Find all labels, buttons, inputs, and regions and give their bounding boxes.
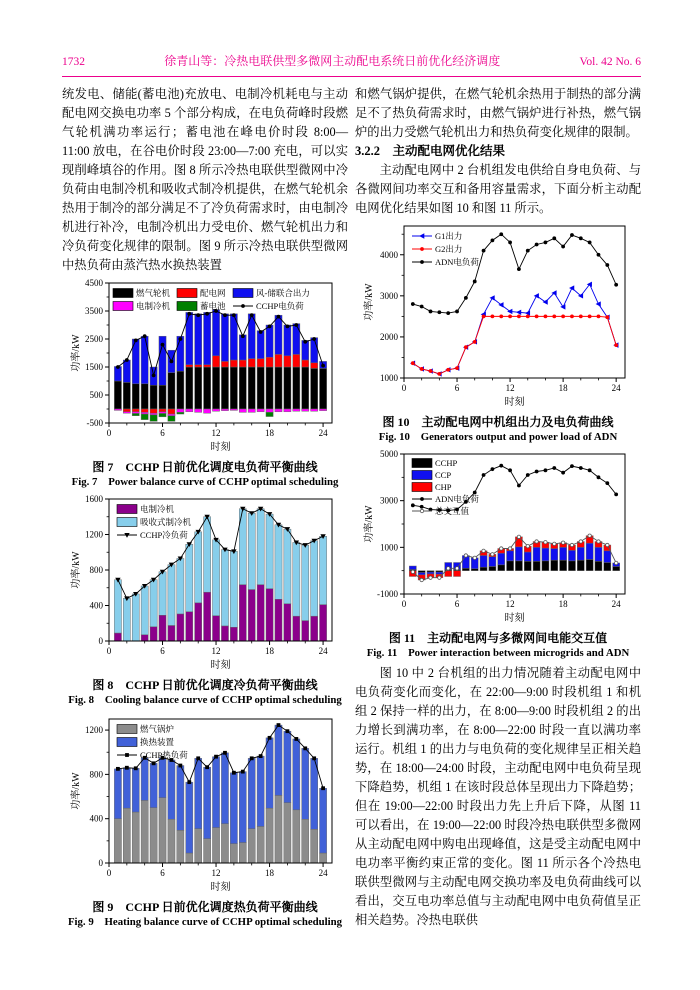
svg-text:18: 18 [265, 428, 275, 438]
figure-9-caption-zh: 图 9 CCHP 日前优化调度热负荷平衡曲线 [92, 900, 318, 914]
svg-text:12: 12 [505, 383, 515, 393]
figure-7-caption [62, 459, 348, 490]
figure-11-caption-zh: 图 11 主动配电网与多微网间电能交互值 [388, 631, 608, 645]
svg-text:-500: -500 [86, 418, 103, 428]
svg-text:1200: 1200 [85, 725, 103, 736]
paragraph: 和燃气锅炉提供，在燃气轮机余热用于制热的部分满足不了热负荷需求时，由燃气锅炉进行补热，燃气锅炉的出力受燃气轮机出力和热负荷变化规律的限制。 [355, 87, 641, 139]
header-rule [62, 76, 641, 77]
svg-text:0: 0 [401, 599, 407, 609]
svg-text:6: 6 [454, 599, 460, 609]
svg-text:功率/kW: 功率/kW [71, 772, 82, 810]
svg-text:6: 6 [160, 428, 165, 438]
figure-8-caption-zh: 图 8 CCHP 日前优化调度冷负荷平衡曲线 [92, 678, 318, 692]
figure-8-caption-en: Fig. 8 Cooling balance curve of CCHP optimal scheduling [68, 694, 342, 706]
svg-text:800: 800 [89, 565, 103, 575]
svg-text:18: 18 [265, 646, 275, 656]
svg-text:0: 0 [98, 858, 103, 868]
svg-text:6: 6 [160, 868, 165, 878]
svg-text:500: 500 [89, 390, 103, 400]
svg-text:1000: 1000 [380, 542, 398, 553]
svg-text:CCHP: CCHP [435, 458, 458, 468]
page-header [62, 52, 641, 69]
svg-text:CCHP热负荷: CCHP热负荷 [140, 750, 188, 760]
figure-9-chart [69, 711, 341, 899]
svg-text:18: 18 [558, 599, 568, 609]
svg-text:400: 400 [89, 813, 103, 824]
svg-text:3000: 3000 [380, 495, 398, 506]
svg-text:400: 400 [89, 600, 103, 611]
paragraph: 图 10 中 2 台机组的出力情况随着主动配电网中电负荷变化而变化，在 22:00—9:00 时段机组 1 和机组 2 保持一样的出力，在 8:00—9:00 时段机组 2 的出力增长到满功率，在 8:00—22:00 时段一直以满功率运行。机组 1 的出力与电负荷的变化规律呈正相关趋势，在 18:00—24:00 时段，主动配电网中电负荷呈现下降趋势，机组 1 在该时段总体呈现出力下降趋势；但在 19:00—22:00 时段出力先上升后下降，从图 11 可以看出，在 19:00—22:00 时段冷热电联供型多微网从主动配电网中购电出现峰值，这是受主动配电网中电功率平衡约束正常的变化。图 11 所示各个冷热电联供型微网与主动配电网交换功率及电负荷曲线可以看出，交互电功率总值与主动配电网中电负荷值呈正相关趋势。冷热电联供 [355, 666, 641, 927]
figure-7-caption-en: Fig. 7 Power balance curve of CCHP optimal scheduling [71, 476, 339, 488]
svg-text:总交互值: 总交互值 [435, 506, 470, 516]
svg-text:吸收式制冷机: 吸收式制冷机 [140, 517, 192, 527]
svg-text:12: 12 [211, 428, 221, 438]
svg-text:-1000: -1000 [377, 589, 398, 599]
svg-text:24: 24 [318, 868, 328, 878]
svg-text:24: 24 [611, 599, 621, 609]
figure-8-caption [62, 677, 348, 708]
paragraph: 统发电、储能(蓄电池)充放电、电制冷机耗电与主动配电网交换电功率 5 个部分构成，在电负荷峰时段燃气轮机满功率运行；蓄电池在峰电价时段 8:00—11:00 放电，在谷电价时段 23:00—7:00 充电，可以实现削峰填谷的作用。图 8 所示冷热电联供型微网中冷负荷由电制冷机和吸收式制冷机提供，在燃气轮机余热用于制冷的部分满足不了冷负荷需求时，由电制冷机进行补冷，电制冷机出力受电价、燃气轮机出力和冷负荷变化规律的限制。图 9 所示冷热电联供型微网中热负荷由蒸汽热水换热装置 [62, 87, 348, 272]
figure-9-caption-en: Fig. 9 Heating balance curve of CCHP optimal scheduling [67, 916, 343, 928]
figure-11-caption-en: Fig. 11 Power interaction between microgrids and ADN [366, 647, 630, 659]
svg-text:配电网: 配电网 [200, 288, 226, 298]
svg-text:3000: 3000 [380, 290, 398, 301]
svg-text:800: 800 [89, 769, 103, 780]
figure-10 [355, 220, 641, 445]
svg-text:燃气轮机: 燃气轮机 [136, 288, 171, 298]
svg-text:功率/kW: 功率/kW [364, 283, 375, 321]
svg-text:功率/kW: 功率/kW [71, 551, 82, 589]
svg-text:18: 18 [265, 868, 275, 878]
figure-11-chart [362, 448, 634, 630]
paragraph: 主动配电网中 2 台机组发电供给自身电负荷、与各微网间功率交互和备用容量需求，下面分析主动配电网优化结果如图 10 和图 11 所示。 [355, 163, 641, 215]
svg-text:蓄电池: 蓄电池 [200, 301, 226, 311]
left-column [62, 85, 348, 933]
svg-text:功率/kW: 功率/kW [364, 505, 375, 543]
svg-text:0: 0 [401, 383, 407, 393]
svg-text:风-储联合出力: 风-储联合出力 [256, 288, 310, 298]
svg-text:0: 0 [98, 636, 103, 646]
svg-text:ADN电负荷: ADN电负荷 [435, 494, 479, 504]
svg-text:时刻: 时刻 [504, 613, 525, 624]
svg-text:24: 24 [318, 428, 328, 438]
svg-text:CHP: CHP [435, 482, 452, 492]
svg-text:4500: 4500 [85, 278, 103, 288]
svg-text:CCP: CCP [435, 470, 452, 480]
figure-7 [62, 277, 348, 490]
svg-text:1600: 1600 [85, 494, 103, 504]
svg-text:18: 18 [558, 383, 568, 393]
two-column-body [62, 85, 641, 933]
svg-text:0: 0 [106, 646, 112, 656]
svg-text:1500: 1500 [85, 362, 103, 372]
svg-text:24: 24 [318, 646, 328, 656]
svg-text:2000: 2000 [380, 331, 398, 342]
figure-10-caption-zh: 图 10 主动配电网中机组出力及电负荷曲线 [382, 415, 614, 429]
right-column [355, 85, 641, 933]
running-title: 徐青山等：冷热电联供型多微网主动配电系统日前优化经济调度 [164, 54, 501, 68]
figure-9 [62, 711, 348, 930]
svg-text:ADN电负荷: ADN电负荷 [435, 257, 479, 267]
volume-info: Vol. 42 No. 6 [579, 56, 641, 68]
svg-text:6: 6 [160, 646, 165, 656]
svg-text:G1出力: G1出力 [435, 231, 463, 241]
svg-text:4000: 4000 [380, 249, 398, 260]
svg-text:功率/kW: 功率/kW [71, 334, 82, 372]
svg-text:CCHP冷负荷: CCHP冷负荷 [140, 530, 188, 540]
figure-10-caption [355, 414, 641, 445]
svg-text:时刻: 时刻 [210, 882, 231, 893]
svg-text:0: 0 [106, 428, 112, 438]
svg-text:时刻: 时刻 [210, 442, 231, 453]
svg-text:12: 12 [211, 868, 221, 878]
figure-11 [355, 448, 641, 661]
svg-text:时刻: 时刻 [210, 660, 231, 671]
figure-7-chart [69, 277, 341, 459]
svg-text:G2出力: G2出力 [435, 244, 463, 254]
svg-text:1200: 1200 [85, 529, 103, 540]
svg-text:电制冷机: 电制冷机 [140, 504, 175, 514]
figure-8 [62, 493, 348, 708]
svg-text:5000: 5000 [380, 449, 398, 459]
section-heading: 3.2.2 主动配电网优化结果 [355, 144, 506, 158]
figure-10-chart [362, 220, 634, 414]
svg-text:电制冷机: 电制冷机 [136, 301, 171, 311]
figure-11-caption [355, 630, 641, 661]
figure-9-caption [62, 899, 348, 930]
svg-text:CCHP电负荷: CCHP电负荷 [256, 301, 304, 311]
svg-text:0: 0 [106, 868, 112, 878]
svg-text:12: 12 [211, 646, 221, 656]
svg-text:24: 24 [611, 383, 621, 393]
svg-text:换热装置: 换热装置 [140, 737, 175, 747]
figure-10-caption-en: Fig. 10 Generators output and power load of ADN [378, 431, 618, 443]
svg-text:燃气锅炉: 燃气锅炉 [140, 724, 175, 734]
svg-text:6: 6 [454, 383, 460, 393]
svg-text:3500: 3500 [85, 306, 103, 316]
page-number: 1732 [62, 56, 85, 68]
svg-text:2500: 2500 [85, 334, 103, 344]
figure-8-chart [69, 493, 341, 677]
svg-text:时刻: 时刻 [504, 397, 525, 408]
svg-text:12: 12 [505, 599, 515, 609]
svg-text:1000: 1000 [380, 373, 398, 383]
figure-7-caption-zh: 图 7 CCHP 日前优化调度电负荷平衡曲线 [92, 460, 318, 474]
